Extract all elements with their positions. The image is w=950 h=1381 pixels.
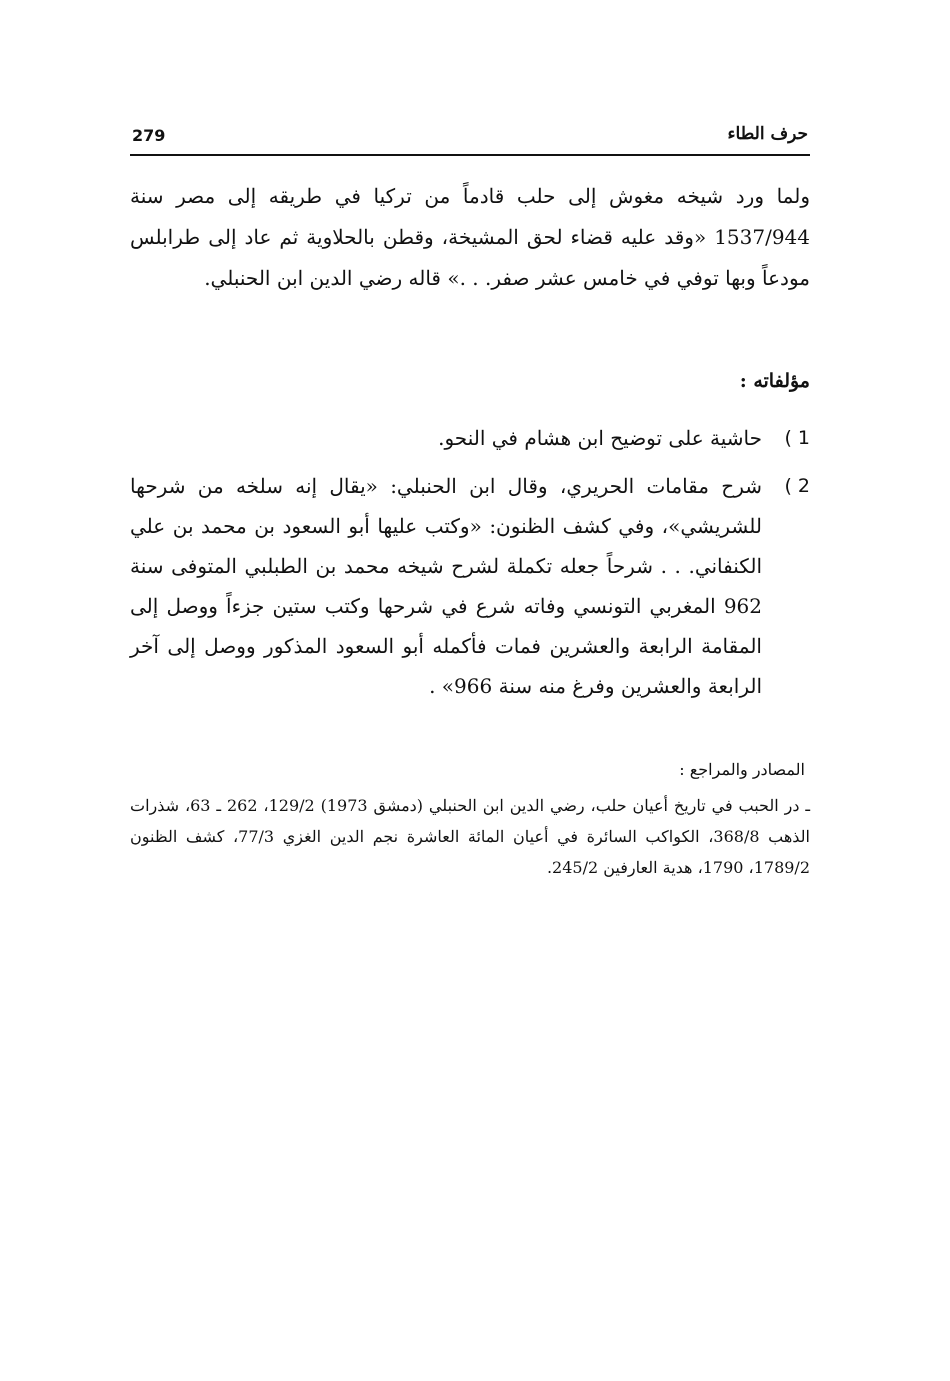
work-item-number: 2 ) [784,475,810,497]
intro-section [130,176,810,299]
work-item [130,418,810,458]
work-item-text: حاشية على توضيح ابن هشام في النحو. [438,426,762,450]
page-header [130,122,810,156]
sources-section [130,790,810,883]
sources-heading: المصادر والمراجع : [679,760,805,779]
sources-text: ـ در الحبب في تاريخ أعيان حلب، رضي الدين ابن الحنبلي (دمشق 1973) 129/2، 262 ـ 63، شذرات الذهب 368/8، الكواكب السائرة في أعيان المائة العاشرة نجم الدين الغزي 77/3، كشف الظنون 1789/2، 1790، هدية العارفين 245/2. [130,796,811,877]
work-item [130,466,810,706]
works-heading: مؤلفاته : [739,370,810,392]
work-item-number: 1 ) [784,427,810,449]
work-item-text: شرح مقامات الحريري، وقال ابن الحنبلي: «يقال إنه سلخه من شرحها للشريشي»، وفي كشف الظنون: «وكتب عليها أبو السعود بن محمد بن علي الكنفاني. . . شرحاً جعله تكملة لشرح شيخه محمد بن الطبلبي المتوفى سنة 962 المغربي التونسي وفاته شرع في شرحها وكتب ستين جزءاً ووصل إلى المقامة الرابعة والعشرين فمات فأكمله أبو السعود المذكور ووصل إلى آخر الرابعة والعشرين وفرغ منه سنة 966» . [130,474,762,698]
page-number: 279 [132,126,166,145]
intro-paragraph: ولما ورد شيخه مغوش إلى حلب قادماً من تركيا في طريقه إلى مصر سنة 1537/944 «وقد عليه قضاء لحق المشيخة، وقطن بالحلاوية ثم عاد إلى طرابلس مودعاً وبها توفي في خامس عشر صفر. . .» قاله رضي الدين ابن الحنبلي. [130,184,810,290]
works-list [130,418,810,714]
running-title: حرف الطاء [727,124,808,144]
